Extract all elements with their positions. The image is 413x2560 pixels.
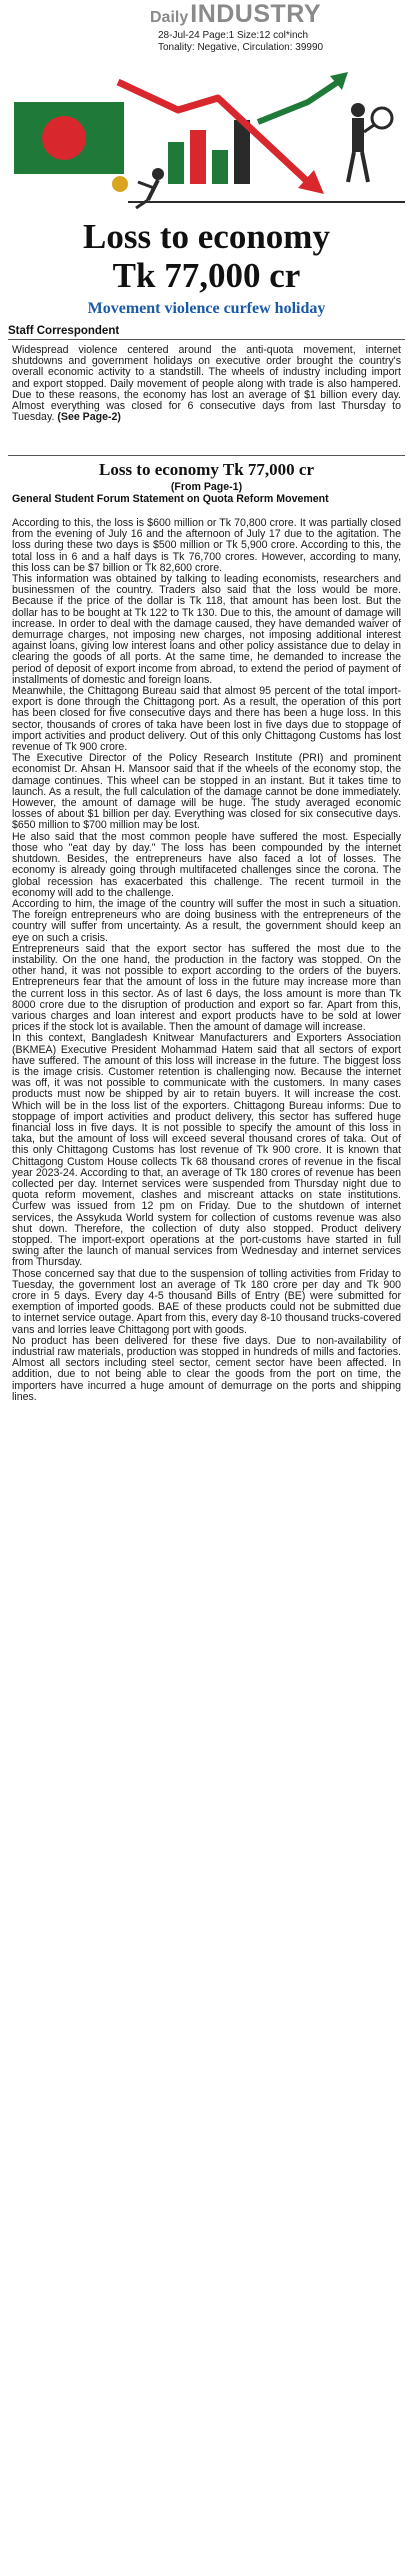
continuation-section-head: General Student Forum Statement on Quota Reform Movement: [12, 493, 329, 505]
article-paragraph: The Executive Director of the Policy Research Institute (PRI) and prominent economist Dr. Ahsan H. Mansoor said that if the wheels of the economy stop, the damage continues. This wheel can be stopped in an instant. But it takes time to launch. As a result, the full calculation of the damage cannot be done immediately. However, the amount of damage will be huge. The study averaged economic losses of about $1 billion per day. Everything was closed for six consecutive days. $650 million to $700 million may be lost.: [12, 752, 401, 832]
see-page-reference: (See Page-2): [57, 411, 121, 424]
article-body: [12, 518, 401, 1403]
intro-text: Widespread violence centered around the anti-quota movement, internet shutdowns and government holidays on executive order brought the country's overall economic activity to a standstill. The wheels of industry including import and export stopped. Daily movement of people along with trade is also hampered. Due to these reasons, the economy has lost an average of $1 billion every day. Almost everything was closed for 6 consecutive days from last Thursday to Tuesday.: [12, 344, 401, 424]
article-paragraph: According to him, the image of the country will suffer the most in such a situation. The foreign entrepreneurs who are doing business with the entrepreneurs of the country will suffer from uncertainty. As a result, the government should keep an eye on such a crisis.: [12, 897, 401, 944]
clipping-date-page: 28-Jul-24 Page:1 Size:12 col*inch: [158, 30, 309, 41]
byline-divider: [8, 339, 405, 340]
clipping-meta: [158, 30, 323, 54]
headline-line-1: Loss to economy: [83, 217, 330, 256]
byline: Staff Correspondent: [8, 325, 120, 337]
clipping-tonality: Tonality: Negative, Circulation: 39990: [158, 42, 324, 53]
article-paragraph: No product has been delivered for these five days. Due to non-availability of industrial raw materials, production was stopped in hundreds of mills and factories. Almost all sectors including steel sector, cement sector have been affected. In addition, due to not being able to clear the goods from the port on time, the importers have incurred a huge amount of demurrage on the ports and shipping lines.: [12, 1334, 401, 1403]
article-paragraph: In this context, Bangladesh Knitwear Manufacturers and Exporters Association (BKMEA) Executive President Mohammad Hatem said that all sectors of export have suffered. The amount of this loss will increase in the future. The biggest loss is the image crisis. Customer retention is challenging now. Because the internet was off, it was not possible to communicate with the customers. In many cases products must now be shipped by air to retain buyers. It will increase the cost. Which will be in the loss list of the exporters. Chittagong Bureau informs: Due to stoppage of import activities and product delivery, this sector has suffered huge financial loss in five days. It is not possible to specify the amount of this loss in taka, but the amount of loss will exceed several thousand crores of taka. Out of this only Chittagong Customs has lost revenue of Tk 900 crore. It is known that Chittagong Custom House collects Tk 68 thousand crores of revenue in the fiscal year 2023-24. According to that, an average of Tk 180 crores of revenue has been collected per day. Internet services were suspended from Thursday night due to quota reform movement, clashes and miscreant attacks on state institutions. Curfew was issued from 12 pm on Friday. Due to the shutdown of internet services, the Assykuda World system for collection of customs revenue was also shut down. Therefore, the collection of duty also stopped. Product delivery stopped. The import-export operations at the port-customs have started in full swing after the launch of manual services from Wednesday and internet services from Thursday.: [12, 1032, 401, 1269]
section-divider: [8, 455, 405, 456]
article-paragraph: According to this, the loss is $600 million or Tk 70,800 crore. It was partially closed from the evening of July 16 and the afternoon of July 17 due to the agitation. The loss during these two days is $500 million or Tk 5,900 crore. According to this, the total loss in 6 and a half days is Tk 76,700 crores. However, according to many, this loss can be $7 billion or Tk 82,600 crore.: [12, 517, 401, 574]
article-paragraph: Those concerned say that due to the suspension of tolling activities from Friday to Tuesday, the government lost an average of Tk 180 crore per day and Tk 900 crore in 5 days. Every day 4-5 thousand Bills of Entry (BE) were submitted for exemption of imported goods. BAE of these products could not be submitted due to internet service outage. Apart from this, every day 8-10 thousand trucks-covered vans and lorries leave Chittagong port with goods.: [12, 1267, 401, 1336]
subheadline: Movement violence curfew holiday: [87, 300, 326, 317]
masthead: [0, 0, 413, 60]
falling-economy-icon: [8, 62, 405, 214]
article-paragraph: Entrepreneurs said that the export sector has suffered the most due to the instability. On the one hand, the production in the factory was stopped. On the other hand, it was not possible to export according to the orders of the buyers. Entrepreneurs fear that the amount of loss in the future may increase more than the current loss in this sector. As of last 6 days, the loss amount is more than Tk 8000 crore due to the disruption of production and export so far. Apart from this, various charges and loan interest and export products have to be sold at lower prices if the stock lot is available. Then the amount of damage will increase.: [12, 942, 401, 1034]
publication-daily: Daily: [150, 9, 189, 26]
publication-title: [150, 0, 321, 28]
headline-line-2: Tk 77,000 cr: [112, 256, 301, 295]
article-paragraph: He also said that the most common people have suffered the most. Especially those who "eat day by day." The loss has been compounded by the internet shutdown. Besides, the entrepreneurs have also faced a lot of losses. The economy is already going through multifaceted challenges since the corona. The global recession has exacerbated this challenge. The recent turmoil in the economy will add to the challenge.: [12, 830, 401, 899]
publication-industry: INDUSTRY: [190, 0, 322, 28]
continuation-title: Loss to economy Tk 77,000 cr: [98, 460, 314, 479]
article-paragraph: This information was obtained by talking to leading economists, researchers and businessmen of the country. Traders also said that the loss would be more. Because if the price of the dollar is Tk 118, that amount has been lost. But the dollar has to be bought at Tk 122 to Tk 130. Due to this, the amount of damage will increase. In order to deal with the damage caused, they have demanded waiver of demurrage charges, not imposing new charges, not imposing additional interest against loans, giving low interest loans and other policy assistance due to delay in clearing the goods of all ports. At the same time, he demanded to increase the period of deposit of export income from abroad, to extend the period of payment of installments of domestic and foreign loans.: [12, 573, 401, 686]
intro-paragraph: [12, 345, 401, 423]
article-paragraph: Meanwhile, the Chittagong Bureau said that almost 95 percent of the total import-export is done through the Chittagong port. As a result, the operation of this port has been closed for five consecutive days and there has been a huge loss. In this sector, thousands of crores of taka have been lost in five days due to stoppage of import activities and product delivery. Out of this only Chittagong Customs has lost revenue of Tk 900 crore.: [12, 685, 401, 754]
continuation-from-page: (From Page-1): [170, 481, 243, 493]
